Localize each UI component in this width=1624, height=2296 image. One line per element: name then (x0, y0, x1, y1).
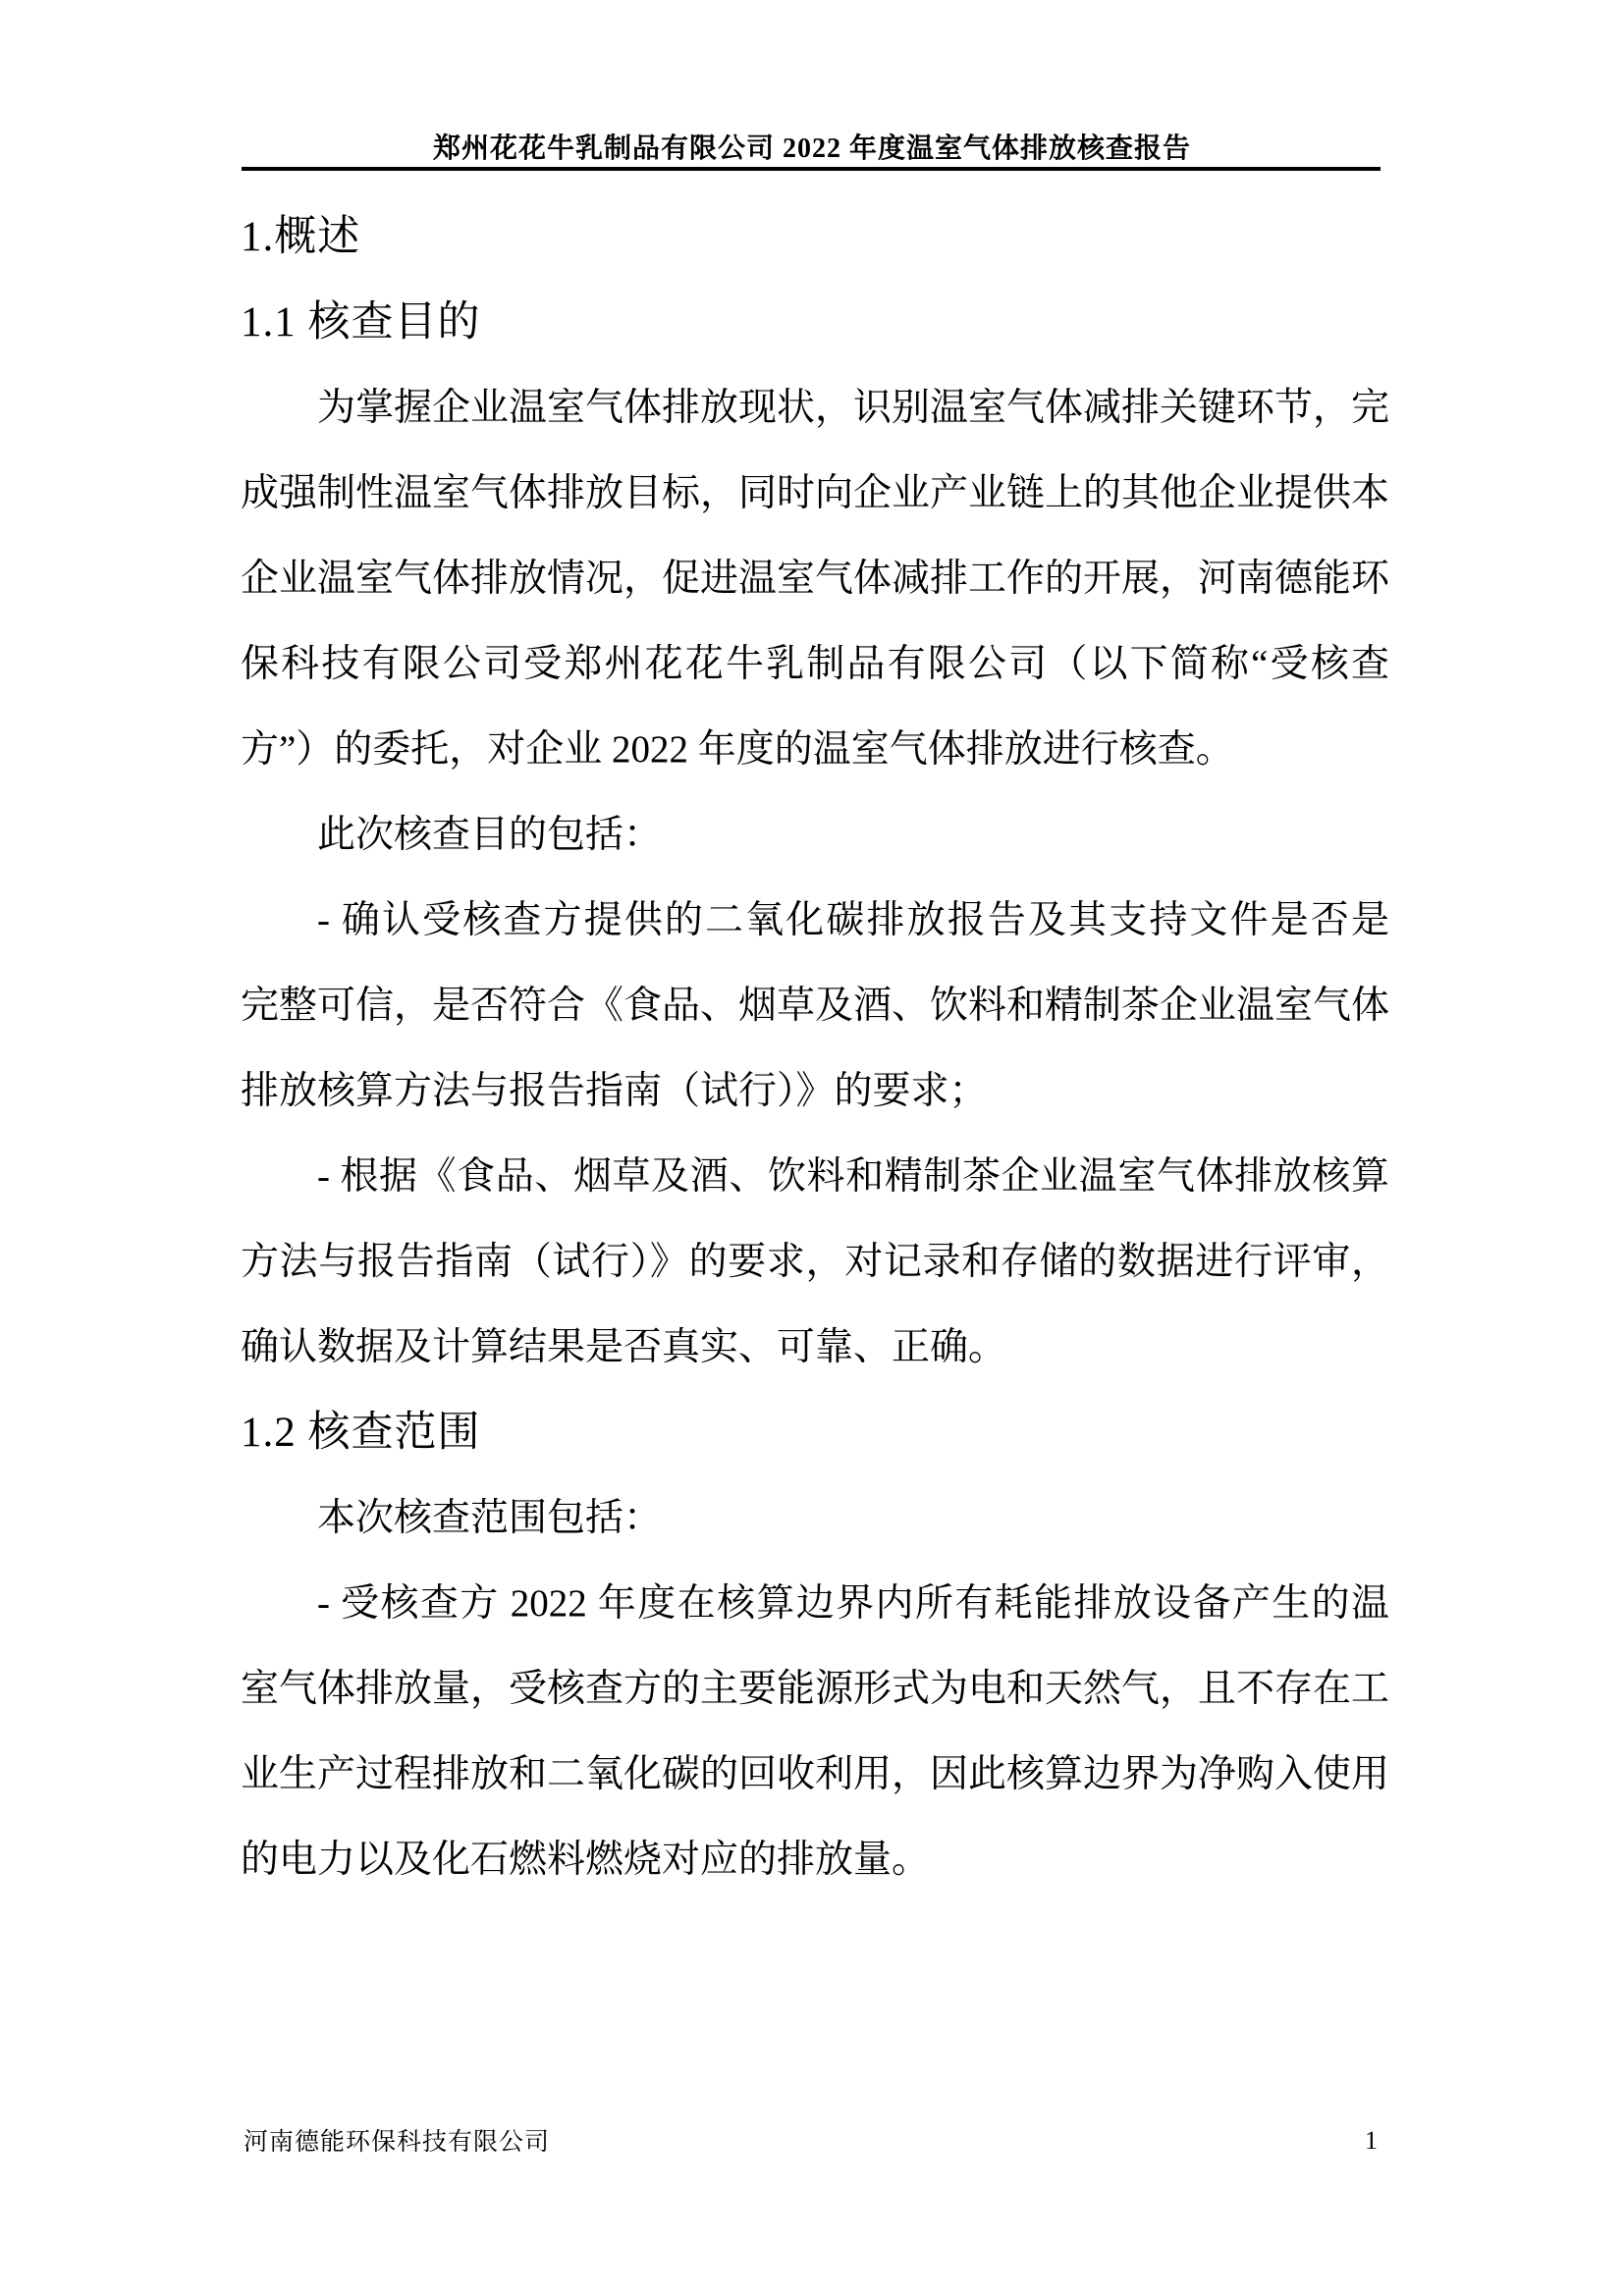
footer-company-name: 河南德能环保科技有限公司 (244, 2129, 551, 2156)
paragraph-line: 业生产过程排放和二氧化碳的回收利用，因此核算边界为净购入使用 (241, 1753, 1390, 1795)
paragraph-line: 企业温室气体排放情况，促进温室气体减排工作的开展，河南德能环 (241, 558, 1390, 600)
paragraph-line: 成强制性温室气体排放目标，同时向企业产业链上的其他企业提供本 (241, 472, 1390, 514)
paragraph-line: 确认数据及计算结果是否真实、可靠、正确。 (241, 1326, 1007, 1368)
paragraph-line: 为掌握企业温室气体排放现状，识别温室气体减排关键环节，完 (317, 387, 1390, 429)
paragraph-line: 本次核查范围包括： (317, 1497, 663, 1539)
paragraph-line: 完整可信，是否符合《食品、烟草及酒、饮料和精制茶企业温室气体 (241, 985, 1390, 1027)
paragraph-line: - 根据《食品、烟草及酒、饮料和精制茶企业温室气体排放核算 (317, 1155, 1389, 1198)
paragraph-line: 保科技有限公司受郑州花花牛乳制品有限公司（以下简称“受核查 (241, 643, 1389, 685)
header-rule (242, 167, 1380, 171)
paragraph-line: 此次核查目的包括： (317, 814, 663, 856)
paragraph-line: - 受核查方 2022 年度在核算边界内所有耗能排放设备产生的温 (317, 1582, 1389, 1625)
footer-page-number: 1 (1365, 2126, 1378, 2155)
paragraph-line: 方法与报告指南（试行）》的要求，对记录和存储的数据进行评审， (241, 1241, 1389, 1283)
heading-verification-purpose: 1.1 核查目的 (241, 299, 481, 346)
heading-verification-scope: 1.2 核查范围 (241, 1410, 481, 1456)
paragraph-line: 室气体排放量，受核查方的主要能源形式为电和天然气，且不存在工 (241, 1668, 1390, 1710)
paragraph-line: 方”）的委托，对企业 2022 年度的温室气体排放进行核查。 (241, 728, 1234, 771)
heading-overview: 1.概述 (241, 214, 361, 260)
document-body (241, 194, 1389, 1902)
paragraph-line: 排放核算方法与报告指南（试行）》的要求； (241, 1070, 988, 1112)
page-header-title: 郑州花花牛乳制品有限公司 2022 年度温室气体排放核查报告 (432, 133, 1191, 164)
paragraph-line: - 确认受核查方提供的二氧化碳排放报告及其支持文件是否是 (317, 899, 1389, 941)
paragraph-line: 的电力以及化石燃料燃烧对应的排放量。 (241, 1839, 931, 1881)
